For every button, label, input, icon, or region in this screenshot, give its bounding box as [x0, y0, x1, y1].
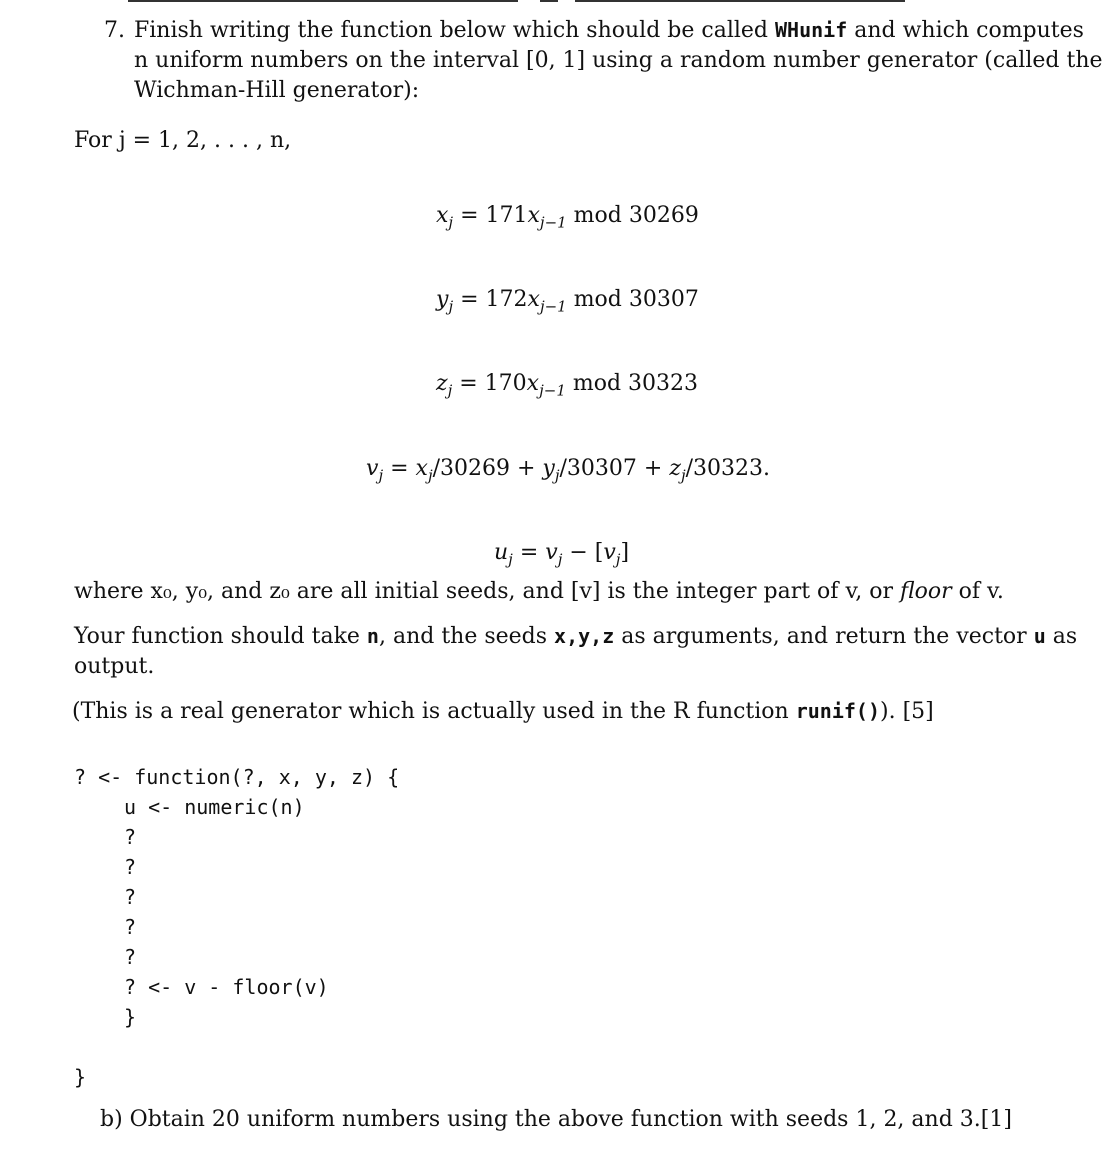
code-blank-3: ? — [124, 885, 137, 909]
code-blank-1: ? — [124, 825, 137, 849]
equation-y: $y_j = 172x_{j-1}$ mod 30307 — [436, 287, 699, 316]
function-name: WHunif — [775, 18, 848, 42]
code-blank-2: ? — [124, 855, 137, 879]
note-text: (This is a real generator which is actually used in the R function runif()). [5] — [72, 699, 934, 724]
code-line-function: ? <- function(?, x, y, z) { — [74, 765, 400, 789]
arguments-text: Your function should take n, and the seeds x,y,z as arguments, and return the vector u as — [74, 624, 1078, 649]
code-blank-4: ? — [124, 915, 137, 939]
question-line-3: Wichman-Hill generator): — [134, 78, 420, 103]
code-blank-5: ? — [124, 945, 137, 969]
code-inner-close: } — [124, 1005, 137, 1029]
equation-v: $v_j = x_j/30269 + y_j/30307 + z_j/30323$. — [366, 456, 770, 485]
question-line-1: Finish writing the function below which should be called WHunif and which computes — [134, 18, 1084, 43]
equation-u: $u_j = v_j - [v_j]$ — [494, 540, 630, 569]
code-line-numeric: u <- numeric(n) — [124, 795, 305, 819]
code-line-floor: ? <- v - floor(v) — [124, 975, 329, 999]
question-line-2: n uniform numbers on the interval [0, 1] using a random number generator (called the — [134, 48, 1103, 73]
cropped-top-edge — [0, 0, 1106, 2]
loop-text: For j = 1, 2, . . . , n, — [74, 128, 292, 153]
equation-x: $x_j = 171x_{j-1}$ mod 30269 — [436, 203, 699, 232]
arguments-text-end: output. — [74, 654, 155, 679]
where-text: where x₀, y₀, and z₀ are all initial seeds, and [v] is the integer part of v, or floor of v. — [74, 579, 1004, 604]
part-b: b) Obtain 20 uniform numbers using the above function with seeds 1, 2, and 3.[1] — [100, 1107, 1012, 1132]
question-number: 7. — [104, 18, 125, 43]
code-outer-close: } — [74, 1065, 87, 1089]
equation-z: $z_j = 170x_{j-1}$ mod 30323 — [436, 371, 699, 400]
